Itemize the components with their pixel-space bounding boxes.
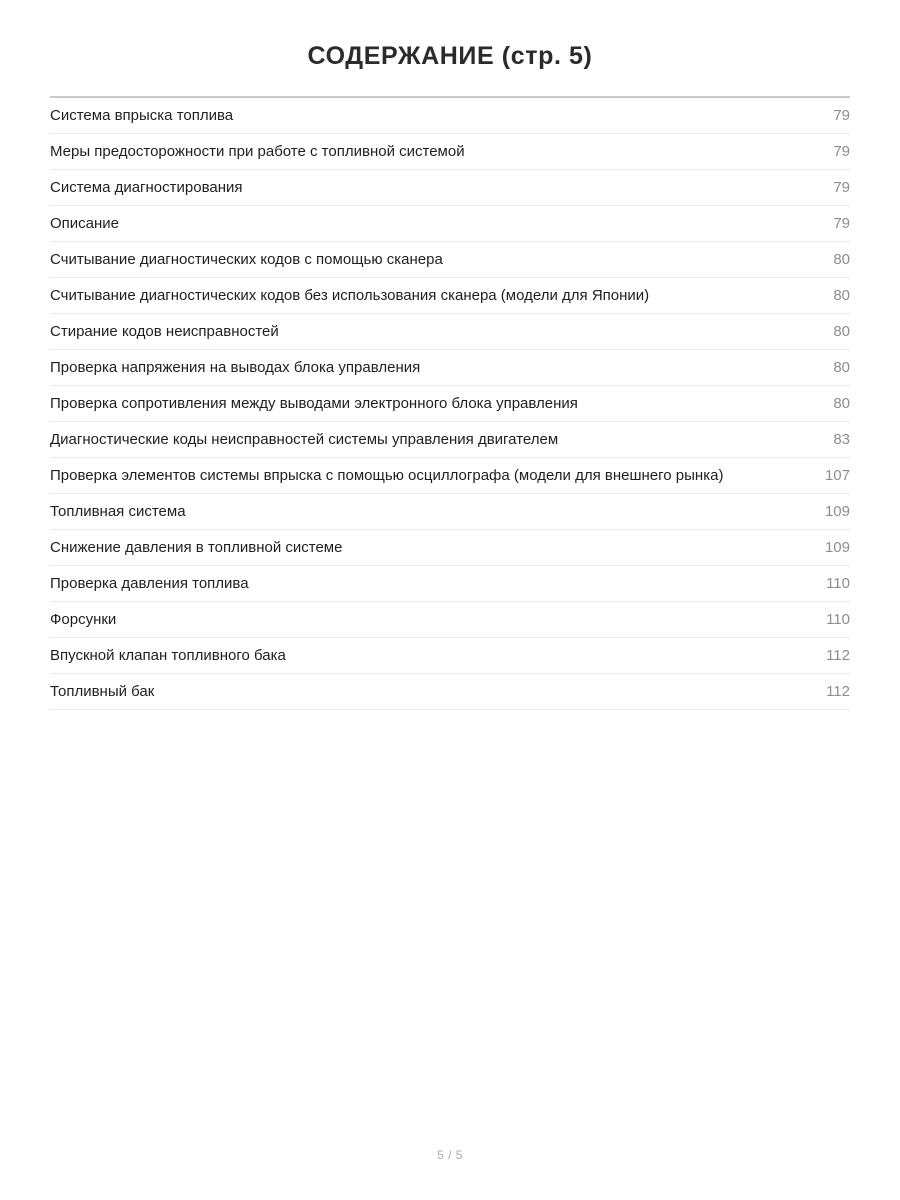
toc-entry-title: Считывание диагностических кодов без использования сканера (модели для Японии)	[50, 287, 650, 304]
toc-entry-title: Проверка давления топлива	[50, 575, 249, 592]
toc-entry[interactable]	[50, 206, 850, 242]
toc-entry[interactable]	[50, 602, 850, 638]
toc-entry-title: Диагностические коды неисправностей системы управления двигателем	[50, 431, 559, 448]
toc-entry[interactable]	[50, 134, 850, 170]
toc-entry[interactable]	[50, 566, 850, 602]
page-title: СОДЕРЖАНИЕ (стр. 5)	[307, 42, 593, 70]
toc-entry-page-number: 110	[826, 611, 850, 628]
toc-entry-page-number: 80	[833, 395, 850, 412]
table-of-contents	[50, 98, 850, 710]
toc-entry-page-number: 79	[833, 143, 850, 160]
toc-entry[interactable]	[50, 674, 850, 710]
page-footer: 5 / 5	[437, 1148, 463, 1162]
toc-entry[interactable]	[50, 422, 850, 458]
toc-entry-page-number: 80	[833, 359, 850, 376]
toc-entry-page-number: 109	[824, 503, 850, 520]
toc-entry-title: Считывание диагностических кодов с помощью сканера	[50, 251, 443, 268]
toc-entry-title: Меры предосторожности при работе с топливной системой	[50, 143, 465, 160]
toc-entry[interactable]	[50, 98, 850, 134]
toc-entry[interactable]	[50, 458, 850, 494]
toc-entry-page-number: 112	[826, 647, 850, 664]
toc-entry-page-number: 79	[833, 107, 850, 124]
toc-entry[interactable]	[50, 242, 850, 278]
toc-entry-page-number: 79	[833, 179, 850, 196]
toc-entry-page-number: 83	[833, 431, 850, 448]
toc-entry-page-number: 80	[833, 251, 850, 268]
toc-entry[interactable]	[50, 278, 850, 314]
toc-entry-title: Проверка элементов системы впрыска с помощью осциллографа (модели для внешнего рынка)	[50, 467, 724, 484]
toc-entry[interactable]	[50, 494, 850, 530]
toc-entry-title: Стирание кодов неисправностей	[50, 323, 279, 340]
toc-entry-title: Описание	[50, 215, 120, 232]
toc-entry-title: Система диагностирования	[50, 179, 243, 196]
toc-entry-page-number: 110	[826, 575, 850, 592]
toc-entry-title: Топливная система	[50, 503, 186, 520]
toc-entry-page-number: 80	[833, 323, 850, 340]
toc-entry-title: Проверка сопротивления между выводами электронного блока управления	[50, 395, 578, 412]
toc-entry-title: Снижение давления в топливной системе	[50, 539, 343, 556]
toc-entry[interactable]	[50, 530, 850, 566]
toc-entry-page-number: 79	[833, 215, 850, 232]
toc-entry[interactable]	[50, 170, 850, 206]
toc-entry-title: Топливный бак	[50, 683, 155, 700]
toc-entry-title: Проверка напряжения на выводах блока управления	[50, 359, 421, 376]
toc-entry-title: Форсунки	[50, 611, 117, 628]
toc-entry[interactable]	[50, 350, 850, 386]
blank-area	[0, 710, 900, 1148]
toc-entry[interactable]	[50, 638, 850, 674]
toc-entry[interactable]	[50, 386, 850, 422]
toc-entry-title: Система впрыска топлива	[50, 107, 234, 124]
toc-entry-page-number: 109	[824, 539, 850, 556]
toc-entry[interactable]	[50, 314, 850, 350]
toc-entry-title: Впускной клапан топливного бака	[50, 647, 286, 664]
toc-entry-page-number: 80	[833, 287, 850, 304]
toc-entry-page-number: 112	[826, 683, 850, 700]
toc-entry-page-number: 107	[824, 467, 850, 484]
